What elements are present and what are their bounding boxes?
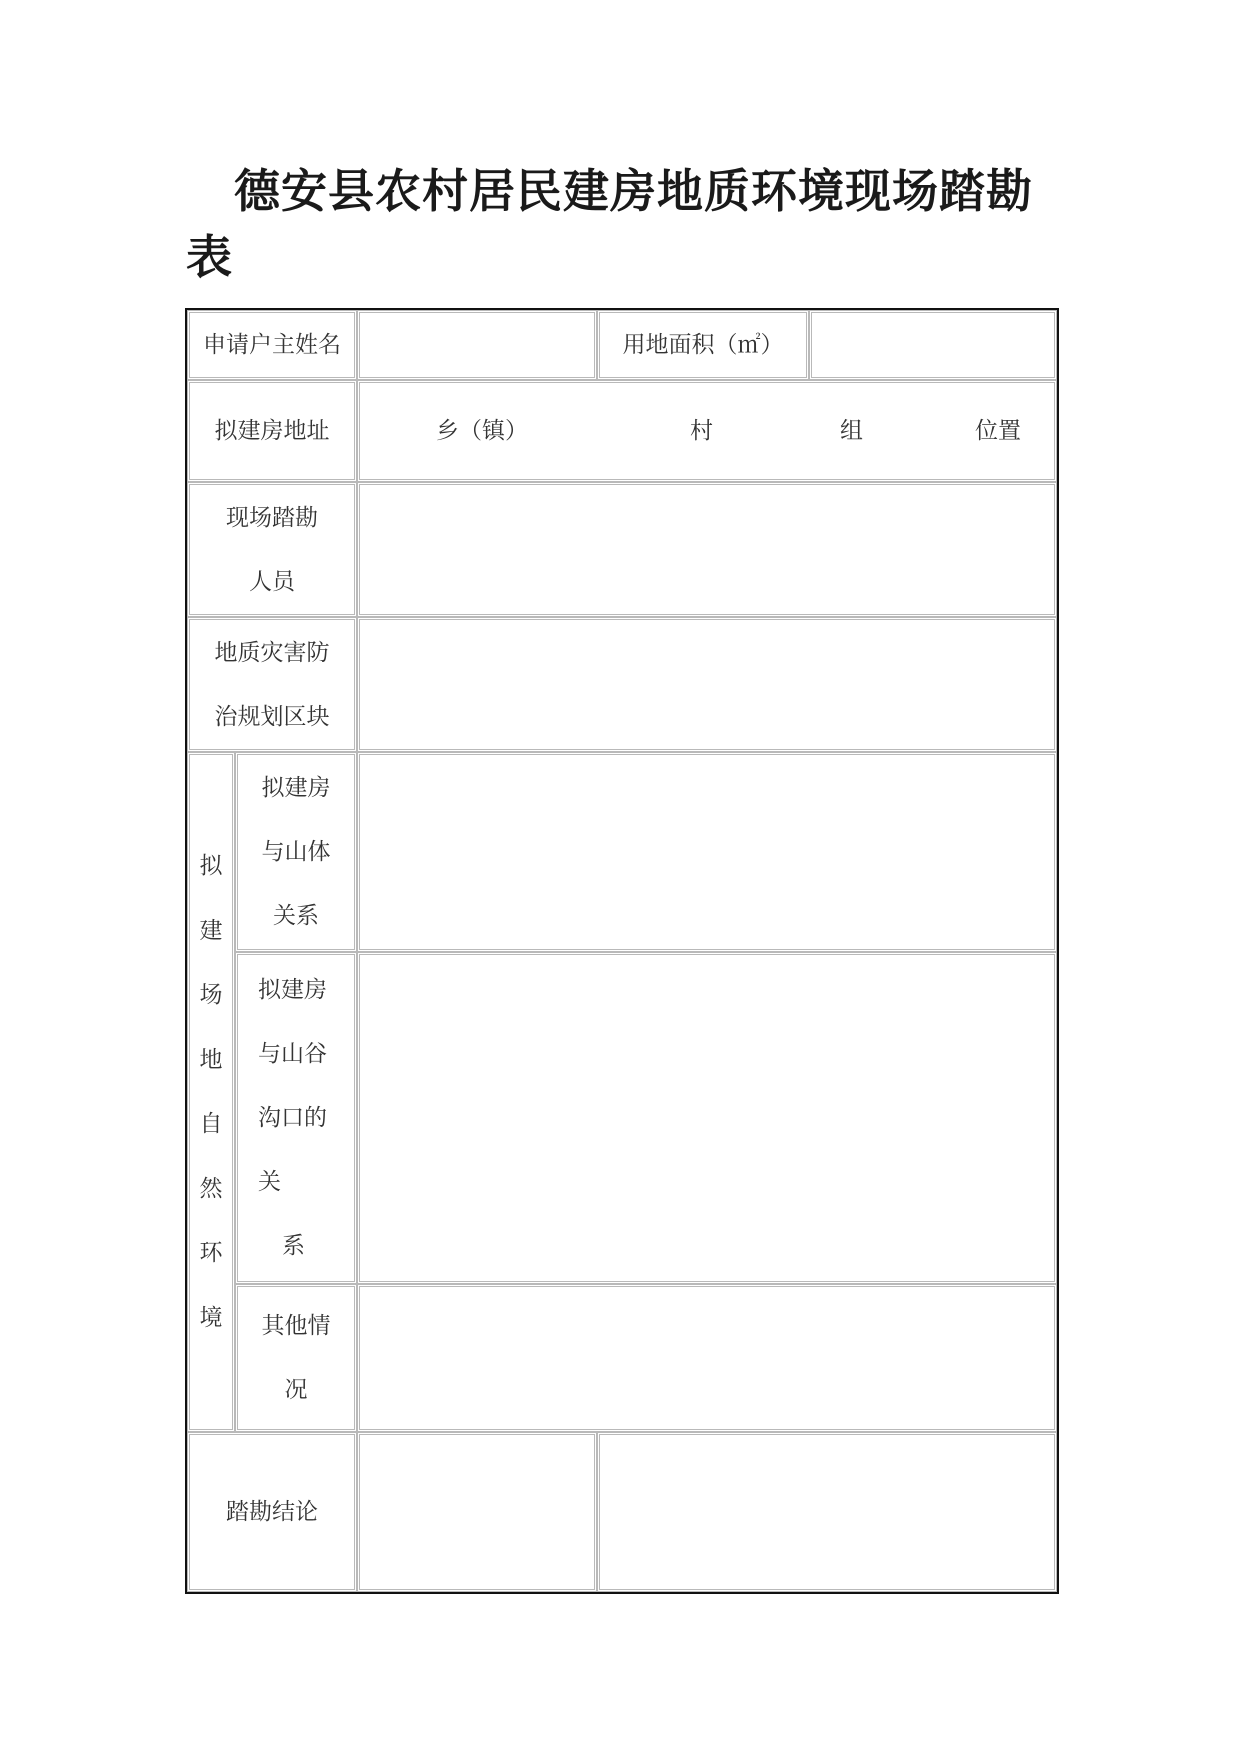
environment-group-char: 拟 bbox=[199, 853, 223, 879]
environment-group-char: 地 bbox=[199, 1046, 223, 1073]
hazard-zone-label-cell bbox=[187, 617, 357, 752]
address-field[interactable] bbox=[357, 380, 1057, 482]
other-situation-label-cell bbox=[235, 1284, 357, 1432]
hazard-zone-field[interactable] bbox=[357, 617, 1057, 752]
address-label-cell bbox=[187, 380, 357, 482]
mountain-relation-label-line-1: 拟建房 bbox=[261, 775, 331, 801]
applicant-name-label: 申请户主姓名 bbox=[203, 332, 341, 358]
conclusion-label-cell bbox=[187, 1432, 357, 1592]
other-situation-label-line-1: 其他情 bbox=[261, 1313, 331, 1339]
applicant-name-label-cell bbox=[187, 310, 357, 380]
hazard-zone-label-line-2: 治规划区块 bbox=[214, 703, 330, 730]
other-situation-label-line-2: 况 bbox=[284, 1377, 308, 1403]
other-situation-field[interactable] bbox=[357, 1284, 1057, 1432]
address-township-label: 乡（镇） bbox=[436, 418, 528, 444]
environment-group-char: 自 bbox=[199, 1111, 223, 1137]
mountain-relation-field[interactable] bbox=[357, 752, 1057, 952]
conclusion-field-1[interactable] bbox=[357, 1432, 597, 1592]
surveyors-label-line-2: 人员 bbox=[249, 568, 295, 595]
environment-group-char: 建 bbox=[199, 917, 223, 944]
hazard-zone-label-line-1: 地质灾害防 bbox=[214, 639, 330, 666]
applicant-name-field[interactable] bbox=[357, 310, 597, 380]
page-title: 德安县农村居民建房地质环境现场踏勘表 bbox=[186, 164, 1033, 284]
valley-relation-label-line-2: 与山谷 bbox=[258, 1041, 327, 1067]
address-group-label: 组 bbox=[840, 418, 863, 444]
environment-group-label-cell bbox=[187, 752, 235, 1432]
valley-relation-label-line-1: 拟建房 bbox=[258, 977, 327, 1003]
land-area-field[interactable] bbox=[809, 310, 1057, 380]
valley-relation-label-line-3: 沟口的 bbox=[258, 1105, 327, 1131]
environment-group-char: 环 bbox=[199, 1240, 223, 1266]
environment-group-char: 然 bbox=[199, 1175, 223, 1202]
valley-relation-field[interactable] bbox=[357, 952, 1057, 1284]
land-area-label: 用地面积（㎡） bbox=[622, 332, 784, 358]
surveyors-field[interactable] bbox=[357, 482, 1057, 617]
address-label: 拟建房地址 bbox=[214, 418, 330, 444]
land-area-label-cell bbox=[597, 310, 809, 380]
address-position-label: 位置 bbox=[975, 418, 1021, 444]
surveyors-label-cell bbox=[187, 482, 357, 617]
mountain-relation-label-line-2: 与山体 bbox=[261, 839, 331, 865]
valley-relation-label-line-5: 系 bbox=[282, 1233, 305, 1259]
survey-form-table bbox=[185, 308, 1059, 1594]
mountain-relation-label-line-3: 关系 bbox=[273, 903, 319, 929]
conclusion-field-2[interactable] bbox=[597, 1432, 1057, 1592]
surveyors-label-line-1: 现场踏勘 bbox=[226, 504, 318, 531]
environment-group-char: 场 bbox=[199, 982, 223, 1008]
valley-relation-label-line-4: 关 bbox=[258, 1169, 281, 1195]
mountain-relation-label-cell bbox=[235, 752, 357, 952]
address-village-label: 村 bbox=[690, 418, 713, 444]
environment-group-char: 境 bbox=[199, 1304, 223, 1331]
valley-relation-label-cell bbox=[235, 952, 357, 1284]
conclusion-label: 踏勘结论 bbox=[226, 1499, 318, 1525]
